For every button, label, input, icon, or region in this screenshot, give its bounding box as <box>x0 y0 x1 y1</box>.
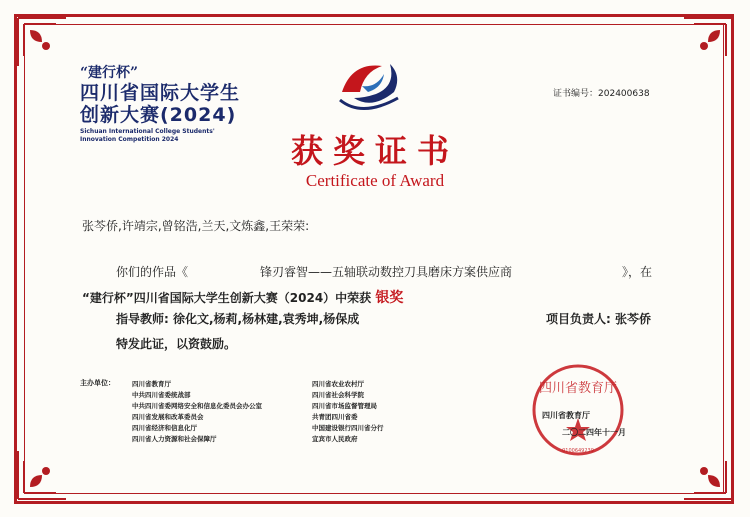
contest-name-line1: 四川省国际大学生 <box>80 82 241 104</box>
organizer-item: 四川省教育厅 <box>132 380 171 388</box>
organizer-item: 四川省社会科学院 <box>312 391 364 399</box>
certificate-number-value: 202400638 <box>598 89 650 99</box>
contest-sentence <box>82 287 403 307</box>
contest-name-line2: 创新大赛(2024) <box>80 104 237 126</box>
corner-ornament-icon <box>674 441 734 501</box>
certificate-number-label: 证书编号： <box>553 89 599 99</box>
certificate-number <box>553 86 650 99</box>
organizer-item: 共青团四川省委 <box>312 413 358 421</box>
issue-date: 二〇二四年十一月 <box>562 428 626 437</box>
work-title: 锋刃睿智——五轴联动数控刀具磨床方案供应商 <box>260 265 513 279</box>
title-chinese: 获奖证书 <box>290 132 459 170</box>
corner-ornament-icon <box>674 16 734 76</box>
corner-ornament-icon <box>16 441 76 501</box>
organizer-item: 四川省市场监督管理局 <box>312 402 377 410</box>
organizer-item: 四川省经济和信息化厅 <box>132 424 197 432</box>
corner-ornament-icon <box>16 16 76 76</box>
advisors: 指导教师: 徐化文,杨莉,杨林建,袁秀坤,杨保成 <box>116 312 360 326</box>
work-prefix: 你们的作品《 <box>116 265 189 279</box>
svg-text:0100649239: 0100649239 <box>562 448 594 454</box>
title-english: Certificate of Award <box>305 171 445 190</box>
work-suffix: 》，在 <box>622 265 653 279</box>
svg-text:四川省教育厅: 四川省教育厅 <box>538 381 618 396</box>
closing-text: 特发此证，以资鼓励。 <box>116 337 237 351</box>
organizer-item: 中共四川省委统战部 <box>132 391 191 399</box>
contest-line: “建行杯”四川省国际大学生创新大赛（2024）中荣获 <box>82 291 372 305</box>
organizer-item: 中共四川省委网络安全和信息化委员会办公室 <box>132 402 262 410</box>
contest-logo-icon <box>332 52 410 118</box>
contest-name-english: Sichuan International College Students' Innovation Competition 2024 <box>80 128 215 143</box>
organizer-item: 四川省人力资源和社会保障厅 <box>132 435 217 443</box>
organizers-column-1 <box>132 379 262 445</box>
organizers-label: 主办单位： <box>80 379 115 387</box>
organizer-item: 宜宾市人民政府 <box>312 435 358 443</box>
contest-nickname: “建行杯” <box>80 65 139 81</box>
winners-list: 张芩侨,许靖宗,曾铭浩,兰天,文炼鑫,王荣荣: <box>82 219 310 233</box>
organizer-item: 四川省农业农村厅 <box>312 380 364 388</box>
organizers-column-2 <box>312 379 384 445</box>
organizer-item: 中国建设银行四川省分行 <box>312 424 384 432</box>
award-level: 银奖 <box>375 290 404 306</box>
project-leader: 项目负责人: 张芩侨 <box>546 312 651 326</box>
seal-organization: 四川省教育厅 <box>542 411 590 420</box>
organizer-item: 四川省发展和改革委员会 <box>132 413 204 421</box>
